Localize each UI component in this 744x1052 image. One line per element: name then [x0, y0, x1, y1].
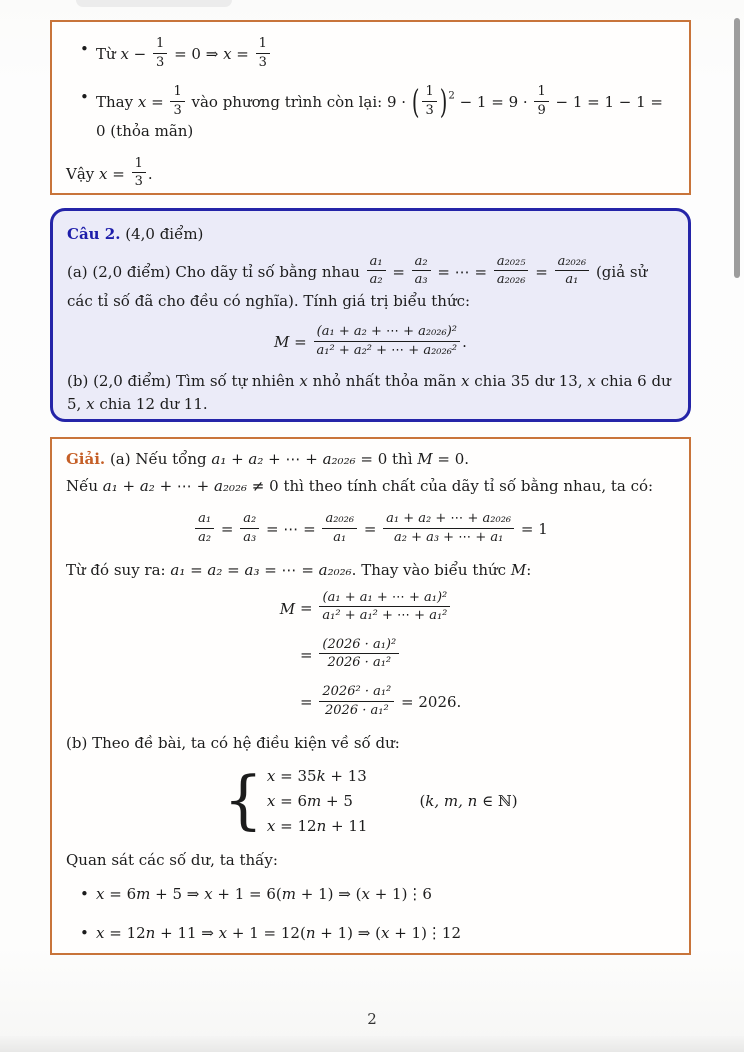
- math-run: x: [299, 372, 308, 391]
- denominator: a₁² + a₁² + ⋯ + a₁²: [319, 606, 450, 624]
- fraction: [422, 84, 436, 118]
- denominator: 2026 · a₁²: [319, 653, 399, 671]
- text-run: + 1) ⇒ (: [315, 923, 381, 942]
- problem-heading: [67, 223, 674, 246]
- text-run: vào phương trình còn lại: 9 ·: [186, 93, 411, 112]
- text-run: = 0 thì: [355, 450, 418, 468]
- fraction: [412, 254, 431, 288]
- bullet-icon: •: [80, 923, 89, 942]
- formula-M: [67, 326, 674, 360]
- math-run: n: [145, 923, 156, 942]
- text-run: =: [289, 333, 312, 352]
- fraction: [319, 590, 450, 624]
- text-run: Thay: [96, 93, 138, 112]
- fraction: [383, 511, 514, 545]
- problem-points: (4,0 điểm): [125, 225, 204, 243]
- text-run: + 1 = 12(: [227, 923, 306, 942]
- numerator: 1: [258, 36, 267, 51]
- page-bottom-edge: [0, 1036, 744, 1052]
- numerator: a₁ + a₂ + ⋯ + a₂₀₂₆: [386, 511, 512, 526]
- math-line: [96, 82, 675, 143]
- fraction: [195, 511, 214, 545]
- fraction: [555, 254, 590, 288]
- denominator: a₁: [322, 528, 357, 546]
- text-run: =: [216, 520, 239, 539]
- math-run: n: [305, 923, 316, 942]
- math-run: x: [587, 372, 596, 391]
- math-run: M: [417, 450, 433, 468]
- cases-brace: {: [223, 762, 263, 838]
- text-run: = 6: [104, 885, 137, 904]
- bullet-icon: •: [80, 885, 89, 904]
- solution-box: [50, 437, 691, 955]
- math-rhs: [300, 589, 461, 626]
- fraction: [153, 36, 167, 70]
- text-run: (b) Theo đề bài, ta có hệ điều kiện về số dư:: [66, 734, 400, 753]
- text-run: + 11: [326, 816, 368, 835]
- text-run: + 1)⋮6: [369, 885, 432, 904]
- denominator: 2026 · a₁²: [319, 701, 394, 719]
- big-paren: (: [411, 82, 420, 122]
- fraction: [319, 637, 399, 671]
- math-run: m: [307, 791, 322, 810]
- math-lhs: [280, 600, 300, 618]
- equal-ratios-equation: [66, 513, 675, 547]
- text-run: nhỏ nhất thỏa mãn: [307, 372, 462, 391]
- fraction: [314, 324, 461, 358]
- math-run: x: [380, 923, 390, 942]
- math-run: x: [266, 816, 276, 835]
- text-run: = 6: [275, 791, 308, 810]
- denominator: a₂: [367, 270, 386, 288]
- math-run: x: [223, 45, 232, 64]
- text-run: chia 6 dư 5,: [67, 372, 671, 413]
- text-run: .: [462, 333, 467, 352]
- numerator: 1: [173, 84, 182, 100]
- denominator: 3: [170, 101, 184, 119]
- math-run: n: [316, 816, 327, 835]
- math-run: m: [281, 885, 296, 904]
- math-run: x: [266, 791, 276, 810]
- text-run: (b) (2,0 điểm) Tìm số tự nhiên: [67, 372, 300, 391]
- case-row: [267, 767, 368, 785]
- text-run: = ⋯ =: [432, 262, 492, 281]
- bullet-item: [66, 922, 675, 945]
- part-a-statement: [67, 253, 674, 313]
- math-rhs: [300, 686, 461, 720]
- text-run: = 2026.: [396, 693, 462, 712]
- text-run: chia 12 dư 11.: [94, 394, 208, 413]
- math-run: x: [461, 372, 470, 391]
- text-run: + 5: [321, 791, 353, 810]
- text-run: + 5 ⇒: [150, 885, 205, 904]
- fraction: [367, 254, 386, 288]
- math-line: [110, 450, 469, 468]
- denominator: a₂₀₂₆: [494, 270, 529, 288]
- system-of-conditions: [223, 762, 518, 838]
- solution-line-1: [66, 448, 675, 471]
- numerator: a₂: [414, 253, 428, 269]
- text-run: =: [300, 598, 318, 617]
- math-run: x: [266, 766, 276, 785]
- text-run: ∈ ℕ): [477, 791, 518, 810]
- numerator: (a₁ + a₁ + ⋯ + a₁)²: [322, 589, 448, 605]
- part-b-statement: [67, 370, 674, 415]
- numerator: a₂₀₂₆: [325, 511, 355, 526]
- solution-line-2: [66, 475, 675, 498]
- text-run: =: [107, 164, 130, 183]
- denominator: a₃: [412, 270, 431, 288]
- text-run: + 1) ⇒ (: [295, 885, 362, 904]
- cases-domain-note: [419, 792, 517, 810]
- derivation-block: [279, 589, 462, 721]
- text-run: =: [359, 520, 382, 539]
- cases-rows: [267, 767, 368, 835]
- text-run: Từ: [96, 45, 121, 64]
- denominator: a₂: [195, 528, 214, 546]
- math-run: a₁ = a₂ = a₃ = ⋯ = a₂₀₂₆: [170, 561, 352, 580]
- math-run: x: [137, 93, 147, 112]
- text-run: − 1 = 1 − 1 = 0 (thỏa mãn): [96, 93, 663, 141]
- denominator: 3: [422, 101, 436, 119]
- math-run: x: [99, 164, 108, 183]
- scrollbar-thumb[interactable]: [734, 18, 740, 278]
- text-run: + 13: [325, 766, 367, 785]
- fraction: [170, 84, 184, 118]
- math-run: x: [96, 885, 105, 904]
- text-run: + 11 ⇒: [155, 923, 219, 942]
- text-run: (giả sử các tỉ số đã cho đều có nghĩa). Tính giá trị biểu thức:: [67, 262, 648, 310]
- numerator: a₁: [369, 253, 383, 269]
- math-run: x: [218, 923, 228, 942]
- text-run: =: [530, 262, 553, 281]
- fraction: [132, 156, 146, 190]
- text-run: =: [387, 262, 410, 281]
- denominator: 3: [132, 172, 146, 190]
- bullet-item: [66, 82, 675, 143]
- fraction: [256, 36, 270, 70]
- text-run: Nếu: [66, 476, 103, 495]
- part-b-solution-intro: [66, 732, 675, 755]
- numerator: (2026 · a₁)²: [322, 636, 397, 652]
- math-run: a₁ + a₂ + ⋯ + a₂₀₂₆: [102, 476, 248, 495]
- text-run: = 12: [275, 816, 317, 835]
- bullet-icon: •: [80, 40, 89, 58]
- numerator: 1: [425, 84, 434, 100]
- case-row: [267, 817, 368, 835]
- big-paren: ): [439, 82, 448, 122]
- text-run: =: [300, 693, 318, 712]
- superscript: 2: [448, 90, 455, 102]
- fraction: [322, 511, 357, 545]
- problem-number: Câu 2.: [67, 225, 121, 243]
- fraction: [240, 511, 259, 545]
- numerator: 1: [156, 36, 165, 51]
- math-run: M: [274, 333, 290, 352]
- math-run: M: [510, 561, 527, 580]
- conclusion-line: [66, 155, 675, 192]
- text-run: (a) (2,0 điểm) Cho dãy tỉ số bằng nhau: [67, 262, 365, 281]
- text-run: =: [231, 45, 254, 64]
- math-run: x: [120, 45, 129, 64]
- math-line: [96, 922, 461, 945]
- math-run: x: [86, 394, 95, 413]
- numerator: 2026² · a₁²: [322, 684, 392, 700]
- bullet-item: [66, 883, 675, 906]
- math-run: x: [361, 885, 370, 904]
- denominator: a₁² + a₂² + ⋯ + a₂₀₂₆²: [314, 341, 461, 359]
- text-run: + 1 = 6(: [212, 885, 282, 904]
- text-run: =: [146, 93, 169, 112]
- math-run: x: [96, 923, 105, 942]
- numerator: (a₁ + a₂ + ⋯ + a₂₀₂₆)²: [316, 324, 458, 340]
- solution-line-3: [66, 559, 675, 582]
- text-run: − 1 = 9 ·: [454, 93, 533, 112]
- numerator: a₁: [198, 511, 212, 526]
- denominator: a₁: [555, 270, 590, 288]
- text-run: Vậy: [66, 164, 100, 183]
- math-run: k, m, n: [425, 791, 478, 810]
- problem-statement-box: [50, 208, 691, 422]
- denominator: 3: [256, 53, 270, 71]
- bullet-icon: •: [80, 88, 89, 107]
- math-run: x: [204, 885, 213, 904]
- math-rhs: [300, 636, 461, 673]
- denominator: 9: [534, 101, 548, 119]
- numerator: 1: [537, 84, 546, 100]
- text-run: . Thay vào biểu thức: [351, 561, 511, 580]
- page-edge-artifact: [76, 0, 232, 7]
- math-line: [96, 38, 675, 72]
- bullet-item: [66, 38, 675, 72]
- solution-label: Giải.: [66, 450, 106, 468]
- observation-intro: [66, 849, 675, 872]
- text-run: = 0.: [432, 450, 470, 468]
- text-run: chia 35 dư 13,: [469, 372, 588, 391]
- text-run: = 35: [275, 766, 317, 785]
- fraction: [494, 254, 529, 288]
- fraction: [319, 684, 394, 718]
- page-number: 2: [367, 1010, 377, 1028]
- text-run: ≠ 0 thì theo tính chất của dãy tỉ số bằng nhau, ta có:: [247, 476, 654, 495]
- text-run: + 1)⋮12: [389, 923, 462, 942]
- text-run: = 0 ⇒: [169, 45, 224, 64]
- answer-verification-box: [50, 20, 691, 195]
- text-run: = 1: [516, 520, 548, 539]
- denominator: a₂ + a₃ + ⋯ + a₁: [383, 528, 514, 546]
- text-run: .: [147, 164, 153, 183]
- math-run: m: [136, 885, 151, 904]
- denominator: a₃: [240, 528, 259, 546]
- math-line: [96, 883, 432, 906]
- numerator: 1: [134, 155, 143, 171]
- text-run: =: [300, 645, 318, 664]
- numerator: a₂: [243, 511, 257, 526]
- text-run: (: [419, 791, 426, 810]
- math-run: a₁ + a₂ + ⋯ + a₂₀₂₆: [211, 450, 356, 468]
- numerator: a₂₀₂₅: [496, 253, 526, 269]
- text-run: (a) Nếu tổng: [109, 450, 212, 468]
- text-run: Quan sát các số dư, ta thấy:: [66, 850, 278, 869]
- text-run: :: [526, 561, 532, 580]
- fraction: [534, 84, 548, 118]
- denominator: 3: [153, 53, 167, 71]
- numerator: a₂₀₂₆: [557, 253, 587, 269]
- text-run: Từ đó suy ra:: [66, 561, 171, 580]
- math-run: M: [279, 599, 296, 618]
- text-run: −: [128, 45, 152, 64]
- text-run: = 12: [104, 923, 146, 942]
- case-row: [267, 792, 368, 810]
- math-run: k: [316, 766, 326, 785]
- text-run: = ⋯ =: [261, 520, 321, 539]
